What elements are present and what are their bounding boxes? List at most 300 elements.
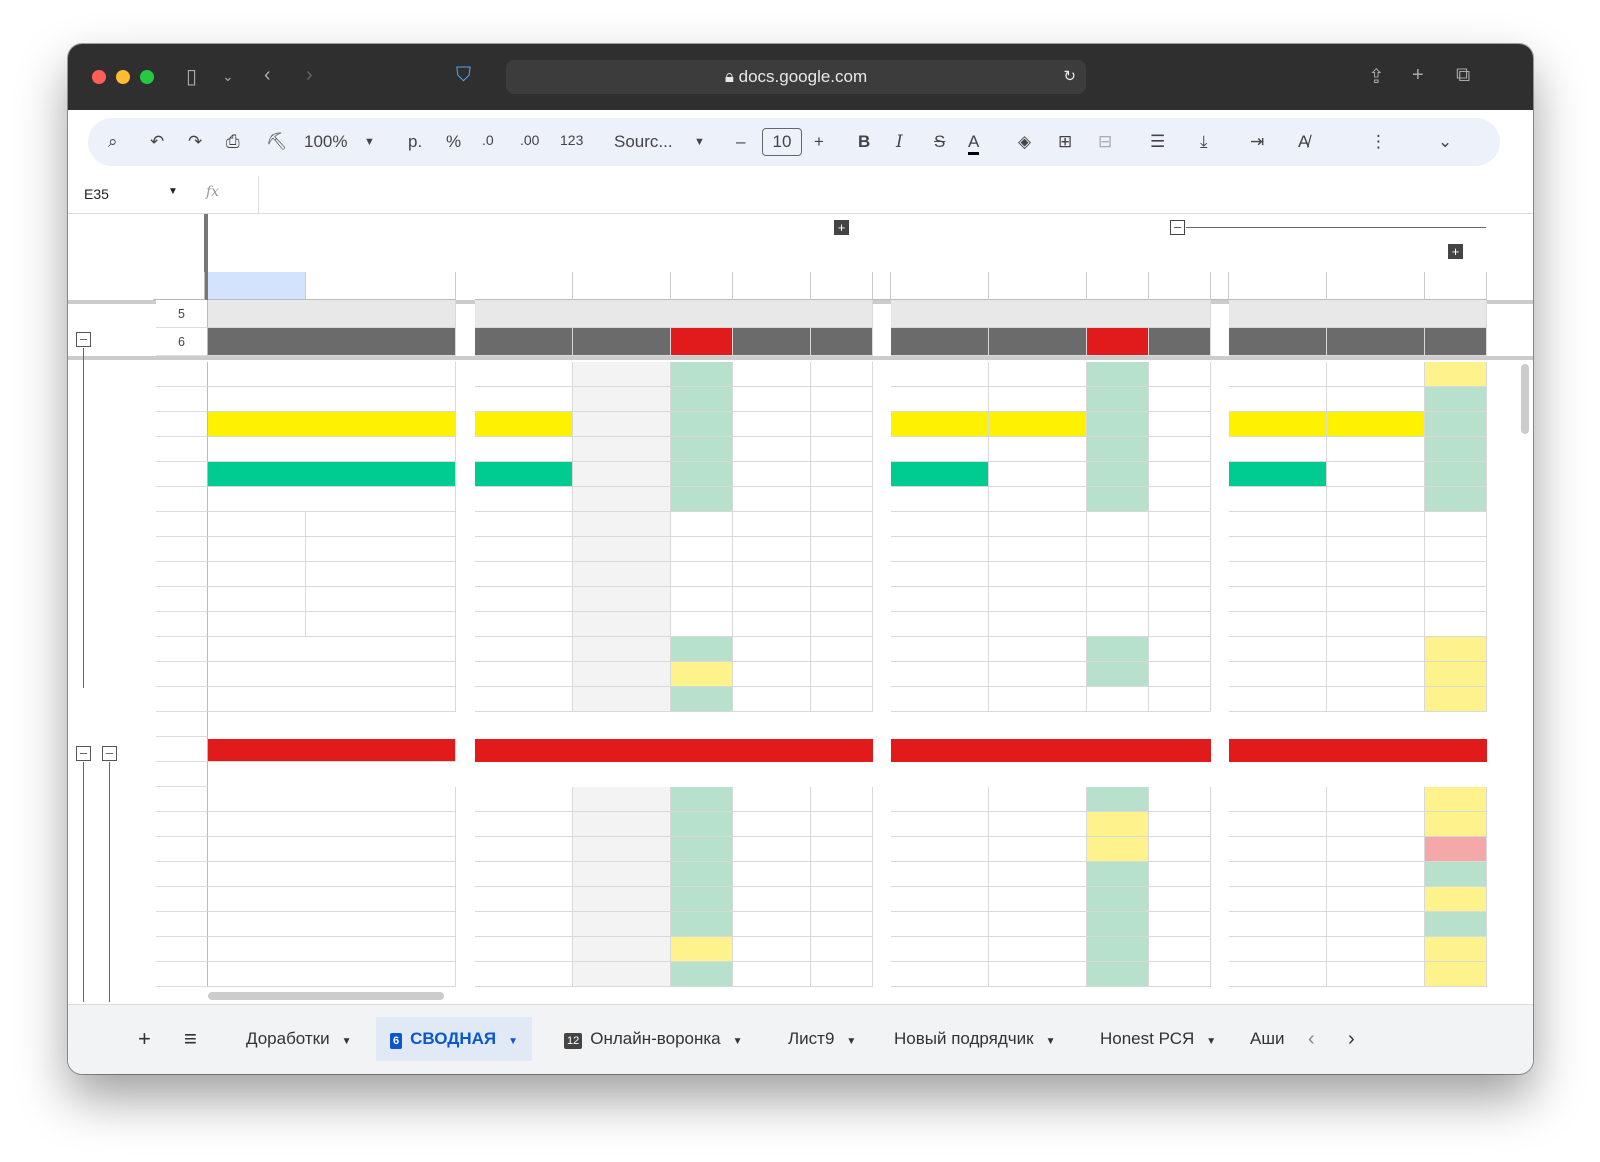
forward-icon[interactable]: ›	[306, 64, 313, 86]
row-header[interactable]	[156, 937, 208, 962]
row-header[interactable]	[156, 537, 208, 562]
group-collapse-icon[interactable]: –	[76, 746, 91, 761]
data-cell[interactable]	[733, 887, 811, 912]
data-cell[interactable]	[1425, 562, 1487, 587]
font-size-increase[interactable]: +	[814, 132, 824, 151]
data-cell[interactable]	[671, 512, 733, 537]
data-cell[interactable]	[811, 562, 873, 587]
row-header[interactable]: 6	[156, 328, 208, 356]
data-cell[interactable]	[1087, 487, 1149, 512]
data-cell[interactable]	[891, 437, 989, 462]
data-cell[interactable]	[573, 812, 671, 837]
data-cell[interactable]	[891, 487, 989, 512]
data-cell[interactable]	[989, 962, 1087, 987]
data-cell[interactable]	[573, 887, 671, 912]
data-cell[interactable]	[891, 687, 989, 712]
data-cell[interactable]	[573, 362, 671, 387]
text-rotate-icon[interactable]: A̸	[1298, 132, 1310, 151]
percent-button[interactable]: %	[446, 132, 462, 151]
chevron-down-icon[interactable]: ▼	[1206, 1036, 1217, 1047]
data-cell[interactable]	[671, 887, 733, 912]
data-cell[interactable]	[1425, 837, 1487, 862]
data-cell[interactable]	[1149, 887, 1211, 912]
data-cell[interactable]	[811, 537, 873, 562]
zoom-window-button[interactable]	[140, 70, 154, 84]
data-cell[interactable]	[475, 862, 573, 887]
data-cell[interactable]	[1327, 937, 1425, 962]
data-cell[interactable]	[1087, 662, 1149, 687]
data-cell[interactable]	[1087, 462, 1149, 487]
data-cell[interactable]	[1229, 687, 1327, 712]
data-cell[interactable]	[1087, 787, 1149, 812]
column-header[interactable]	[1229, 272, 1327, 300]
data-cell[interactable]	[475, 437, 573, 462]
data-cell[interactable]	[1229, 962, 1327, 987]
row-label[interactable]	[208, 462, 456, 487]
data-cell[interactable]	[475, 362, 573, 387]
data-cell[interactable]	[475, 937, 573, 962]
data-cell[interactable]	[573, 662, 671, 687]
row-header[interactable]	[156, 512, 208, 537]
data-cell[interactable]	[733, 462, 811, 487]
column-header[interactable]	[208, 272, 306, 300]
sheet-tab[interactable]	[238, 1017, 360, 1061]
data-cell[interactable]	[1087, 387, 1149, 412]
valign-bottom-icon[interactable]: ⤓	[1200, 132, 1208, 151]
row-header[interactable]	[156, 662, 208, 687]
data-cell[interactable]	[475, 587, 573, 612]
data-cell[interactable]	[891, 787, 989, 812]
data-cell[interactable]	[1087, 437, 1149, 462]
name-box[interactable]: E35	[84, 186, 109, 202]
row-header[interactable]	[156, 487, 208, 512]
data-cell[interactable]	[891, 812, 989, 837]
data-cell[interactable]	[733, 787, 811, 812]
row-header[interactable]	[156, 837, 208, 862]
data-cell[interactable]	[989, 912, 1087, 937]
data-cell[interactable]	[733, 937, 811, 962]
vertical-scrollbar[interactable]	[1521, 364, 1529, 434]
row-label[interactable]	[208, 637, 456, 662]
data-cell[interactable]	[733, 412, 811, 437]
blank-cell[interactable]	[208, 587, 306, 612]
data-cell[interactable]	[1327, 537, 1425, 562]
data-cell[interactable]	[475, 662, 573, 687]
row-header[interactable]	[156, 762, 208, 787]
data-cell[interactable]	[573, 537, 671, 562]
scroll-right-icon[interactable]: ›	[1348, 1028, 1355, 1050]
data-cell[interactable]	[1425, 412, 1487, 437]
data-cell[interactable]	[1149, 937, 1211, 962]
data-cell[interactable]	[1425, 787, 1487, 812]
data-cell[interactable]	[1149, 387, 1211, 412]
row-header[interactable]: 5	[156, 300, 208, 328]
row-header[interactable]	[156, 562, 208, 587]
data-cell[interactable]	[1327, 462, 1425, 487]
new-tab-icon[interactable]: +	[1412, 64, 1424, 86]
data-cell[interactable]	[811, 387, 873, 412]
data-cell[interactable]	[733, 362, 811, 387]
data-cell[interactable]	[1425, 962, 1487, 987]
column-header[interactable]	[989, 272, 1087, 300]
redo-icon[interactable]: ↷	[188, 132, 203, 151]
data-cell[interactable]	[573, 387, 671, 412]
data-cell[interactable]	[671, 612, 733, 637]
sheet-tab[interactable]	[780, 1017, 864, 1061]
data-cell[interactable]	[1229, 612, 1327, 637]
data-cell[interactable]	[1149, 812, 1211, 837]
data-cell[interactable]	[475, 787, 573, 812]
sheet-tab[interactable]	[886, 1017, 1064, 1061]
data-cell[interactable]	[1425, 637, 1487, 662]
data-cell[interactable]	[1327, 512, 1425, 537]
data-cell[interactable]	[1425, 887, 1487, 912]
data-cell[interactable]	[671, 562, 733, 587]
row-header[interactable]	[156, 587, 208, 612]
data-cell[interactable]	[1425, 437, 1487, 462]
row-label[interactable]	[208, 862, 456, 887]
data-cell[interactable]	[671, 487, 733, 512]
data-cell[interactable]	[811, 662, 873, 687]
column-header[interactable]	[1149, 272, 1211, 300]
data-cell[interactable]	[1149, 912, 1211, 937]
bold-icon[interactable]: B	[858, 132, 871, 151]
align-left-icon[interactable]: ☰	[1150, 132, 1166, 151]
data-cell[interactable]	[475, 687, 573, 712]
data-cell[interactable]	[573, 437, 671, 462]
data-cell[interactable]	[1425, 612, 1487, 637]
data-cell[interactable]	[1425, 912, 1487, 937]
more-icon[interactable]: ⋮	[1370, 132, 1387, 151]
data-cell[interactable]	[573, 512, 671, 537]
data-cell[interactable]	[811, 487, 873, 512]
chevron-down-icon[interactable]: ▼	[341, 1036, 352, 1047]
data-cell[interactable]	[1087, 612, 1149, 637]
segment-label[interactable]	[306, 612, 456, 637]
group-expand-icon[interactable]: +	[1448, 244, 1463, 259]
segment-label[interactable]	[306, 587, 456, 612]
sheet-tab[interactable]	[1242, 1017, 1292, 1061]
data-cell[interactable]	[1425, 937, 1487, 962]
column-header[interactable]	[891, 272, 989, 300]
data-cell[interactable]	[811, 687, 873, 712]
data-cell[interactable]	[989, 862, 1087, 887]
data-cell[interactable]	[989, 937, 1087, 962]
column-header[interactable]	[1425, 272, 1487, 300]
data-cell[interactable]	[733, 837, 811, 862]
data-cell[interactable]	[733, 912, 811, 937]
data-cell[interactable]	[1229, 387, 1327, 412]
data-cell[interactable]	[1149, 837, 1211, 862]
sidebar-icon[interactable]: ▯	[186, 66, 198, 88]
group-collapse-icon[interactable]: –	[1170, 220, 1185, 235]
data-cell[interactable]	[1229, 787, 1327, 812]
data-cell[interactable]	[1149, 362, 1211, 387]
row-label[interactable]	[208, 387, 456, 412]
data-cell[interactable]	[989, 487, 1087, 512]
data-cell[interactable]	[1327, 387, 1425, 412]
data-cell[interactable]	[891, 387, 989, 412]
data-cell[interactable]	[989, 587, 1087, 612]
row-header[interactable]	[156, 412, 208, 437]
data-cell[interactable]	[1425, 537, 1487, 562]
data-cell[interactable]	[1327, 887, 1425, 912]
data-cell[interactable]	[1149, 412, 1211, 437]
data-cell[interactable]	[989, 362, 1087, 387]
data-cell[interactable]	[671, 637, 733, 662]
data-cell[interactable]	[671, 687, 733, 712]
data-cell[interactable]	[573, 587, 671, 612]
data-cell[interactable]	[671, 787, 733, 812]
data-cell[interactable]	[989, 837, 1087, 862]
data-cell[interactable]	[671, 362, 733, 387]
data-cell[interactable]	[475, 612, 573, 637]
data-cell[interactable]	[811, 512, 873, 537]
data-cell[interactable]	[475, 812, 573, 837]
data-cell[interactable]	[671, 812, 733, 837]
data-cell[interactable]	[1425, 862, 1487, 887]
data-cell[interactable]	[1087, 687, 1149, 712]
data-cell[interactable]	[1087, 812, 1149, 837]
data-cell[interactable]	[989, 612, 1087, 637]
data-cell[interactable]	[1229, 862, 1327, 887]
increase-decimal-button[interactable]: .00	[520, 132, 540, 148]
row-label[interactable]	[208, 437, 456, 462]
data-cell[interactable]	[671, 462, 733, 487]
data-cell[interactable]	[733, 387, 811, 412]
data-cell[interactable]	[733, 562, 811, 587]
data-cell[interactable]	[573, 637, 671, 662]
row-label[interactable]	[208, 687, 456, 712]
data-cell[interactable]	[1087, 362, 1149, 387]
column-header[interactable]	[733, 272, 811, 300]
row-label[interactable]	[208, 487, 456, 512]
data-cell[interactable]	[671, 412, 733, 437]
data-cell[interactable]	[989, 437, 1087, 462]
data-cell[interactable]	[1087, 912, 1149, 937]
data-cell[interactable]	[811, 437, 873, 462]
data-cell[interactable]	[475, 912, 573, 937]
data-cell[interactable]	[1425, 662, 1487, 687]
data-cell[interactable]	[671, 587, 733, 612]
row-label[interactable]	[208, 912, 456, 937]
data-cell[interactable]	[989, 887, 1087, 912]
data-cell[interactable]	[1229, 537, 1327, 562]
data-cell[interactable]	[1229, 662, 1327, 687]
data-cell[interactable]	[1149, 687, 1211, 712]
row-header[interactable]	[156, 912, 208, 937]
data-cell[interactable]	[1425, 462, 1487, 487]
row-header[interactable]	[156, 437, 208, 462]
row-label[interactable]	[208, 662, 456, 687]
collapse-toolbar-icon[interactable]: ⌄	[1438, 132, 1453, 151]
chevron-down-icon[interactable]: ▼	[732, 1036, 743, 1047]
data-cell[interactable]	[989, 412, 1087, 437]
data-cell[interactable]	[1327, 612, 1425, 637]
data-cell[interactable]	[1425, 687, 1487, 712]
currency-button[interactable]: р.	[408, 132, 423, 151]
data-cell[interactable]	[573, 687, 671, 712]
data-cell[interactable]	[573, 562, 671, 587]
data-cell[interactable]	[1087, 937, 1149, 962]
data-cell[interactable]	[671, 387, 733, 412]
tabs-overview-icon[interactable]: ⧉	[1456, 64, 1471, 86]
chevron-down-icon[interactable]: ⌄	[222, 68, 234, 84]
row-header[interactable]	[156, 362, 208, 387]
data-cell[interactable]	[989, 462, 1087, 487]
row-header[interactable]	[156, 712, 208, 737]
data-cell[interactable]	[671, 962, 733, 987]
data-cell[interactable]	[891, 937, 989, 962]
sheet-tab[interactable]	[1092, 1017, 1224, 1061]
data-cell[interactable]	[475, 387, 573, 412]
data-cell[interactable]	[1149, 562, 1211, 587]
data-cell[interactable]	[891, 462, 989, 487]
shield-icon[interactable]: ⛉	[456, 64, 471, 86]
data-cell[interactable]	[1149, 462, 1211, 487]
chevron-down-icon[interactable]: ▼	[1045, 1036, 1056, 1047]
data-cell[interactable]	[1327, 562, 1425, 587]
data-cell[interactable]	[1425, 487, 1487, 512]
data-cell[interactable]	[475, 962, 573, 987]
row-header[interactable]	[156, 737, 208, 762]
data-cell[interactable]	[811, 887, 873, 912]
group-collapse-icon[interactable]: –	[102, 746, 117, 761]
column-header[interactable]	[306, 272, 456, 300]
scroll-left-icon[interactable]: ‹	[1308, 1028, 1315, 1050]
row-header[interactable]	[156, 887, 208, 912]
data-cell[interactable]	[1229, 637, 1327, 662]
data-cell[interactable]	[891, 887, 989, 912]
data-cell[interactable]	[475, 562, 573, 587]
data-cell[interactable]	[811, 912, 873, 937]
group-expand-icon[interactable]: +	[834, 220, 849, 235]
chevron-down-icon[interactable]: ▼	[846, 1036, 857, 1047]
data-cell[interactable]	[573, 412, 671, 437]
data-cell[interactable]	[475, 537, 573, 562]
data-cell[interactable]	[573, 837, 671, 862]
fill-color-icon[interactable]: ◈	[1018, 132, 1032, 151]
data-cell[interactable]	[1327, 662, 1425, 687]
all-sheets-button[interactable]: ≡	[184, 1026, 197, 1051]
data-cell[interactable]	[573, 612, 671, 637]
data-cell[interactable]	[1149, 787, 1211, 812]
data-cell[interactable]	[811, 937, 873, 962]
strikethrough-icon[interactable]: S	[934, 132, 946, 151]
data-cell[interactable]	[733, 437, 811, 462]
data-cell[interactable]	[1425, 587, 1487, 612]
data-cell[interactable]	[811, 637, 873, 662]
chevron-down-icon[interactable]: ▼	[508, 1036, 519, 1047]
data-cell[interactable]	[733, 512, 811, 537]
data-cell[interactable]	[733, 662, 811, 687]
data-cell[interactable]	[1149, 862, 1211, 887]
data-cell[interactable]	[989, 687, 1087, 712]
group-collapse-icon[interactable]: –	[76, 332, 91, 347]
row-header[interactable]	[156, 612, 208, 637]
row-label[interactable]	[208, 887, 456, 912]
row-header[interactable]	[156, 862, 208, 887]
data-cell[interactable]	[1087, 587, 1149, 612]
data-cell[interactable]	[1149, 637, 1211, 662]
data-cell[interactable]	[573, 962, 671, 987]
data-cell[interactable]	[671, 937, 733, 962]
data-cell[interactable]	[1087, 637, 1149, 662]
spreadsheet-grid[interactable]	[68, 214, 1533, 1004]
data-cell[interactable]	[811, 962, 873, 987]
data-cell[interactable]	[891, 412, 989, 437]
data-cell[interactable]	[811, 862, 873, 887]
chevron-down-icon[interactable]: ▼	[364, 136, 375, 148]
undo-icon[interactable]: ↶	[150, 132, 165, 151]
row-header[interactable]	[156, 387, 208, 412]
data-cell[interactable]	[733, 962, 811, 987]
number-format-button[interactable]: 123	[560, 132, 584, 148]
data-cell[interactable]	[811, 787, 873, 812]
row-header[interactable]	[156, 687, 208, 712]
data-cell[interactable]	[1229, 512, 1327, 537]
data-cell[interactable]	[1087, 837, 1149, 862]
data-cell[interactable]	[573, 487, 671, 512]
add-sheet-button[interactable]: +	[138, 1026, 151, 1051]
data-cell[interactable]	[989, 662, 1087, 687]
search-icon[interactable]: ⌕	[108, 132, 118, 151]
data-cell[interactable]	[1327, 362, 1425, 387]
data-cell[interactable]	[989, 512, 1087, 537]
data-cell[interactable]	[671, 437, 733, 462]
row-header[interactable]	[156, 962, 208, 987]
reload-icon[interactable]: ↻	[1063, 68, 1076, 85]
zoom-select[interactable]: 100%	[304, 132, 348, 151]
data-cell[interactable]	[1149, 587, 1211, 612]
data-cell[interactable]	[891, 912, 989, 937]
note-cell[interactable]	[989, 712, 1087, 737]
segment-label[interactable]	[306, 512, 456, 537]
data-cell[interactable]	[891, 512, 989, 537]
data-cell[interactable]	[1087, 412, 1149, 437]
data-cell[interactable]	[1425, 362, 1487, 387]
data-cell[interactable]	[573, 937, 671, 962]
data-cell[interactable]	[811, 362, 873, 387]
row-label[interactable]	[208, 937, 456, 962]
data-cell[interactable]	[671, 912, 733, 937]
data-cell[interactable]	[733, 862, 811, 887]
data-cell[interactable]	[1327, 962, 1425, 987]
data-cell[interactable]	[1229, 412, 1327, 437]
back-icon[interactable]: ‹	[264, 64, 271, 86]
data-cell[interactable]	[475, 412, 573, 437]
blank-cell[interactable]	[208, 537, 306, 562]
data-cell[interactable]	[671, 537, 733, 562]
data-cell[interactable]	[733, 487, 811, 512]
data-cell[interactable]	[475, 637, 573, 662]
data-cell[interactable]	[989, 787, 1087, 812]
data-cell[interactable]	[1087, 512, 1149, 537]
close-window-button[interactable]	[92, 70, 106, 84]
row-label[interactable]	[208, 812, 456, 837]
data-cell[interactable]	[1327, 862, 1425, 887]
data-cell[interactable]	[1327, 587, 1425, 612]
tabs-scroll-nav[interactable]	[1308, 1017, 1355, 1061]
column-header[interactable]	[1327, 272, 1425, 300]
data-cell[interactable]	[1229, 837, 1327, 862]
data-cell[interactable]	[989, 537, 1087, 562]
blank-cell[interactable]	[208, 562, 306, 587]
data-cell[interactable]	[1087, 862, 1149, 887]
data-cell[interactable]	[733, 587, 811, 612]
column-header[interactable]	[1087, 272, 1149, 300]
font-select[interactable]: Sourc...	[614, 132, 673, 151]
